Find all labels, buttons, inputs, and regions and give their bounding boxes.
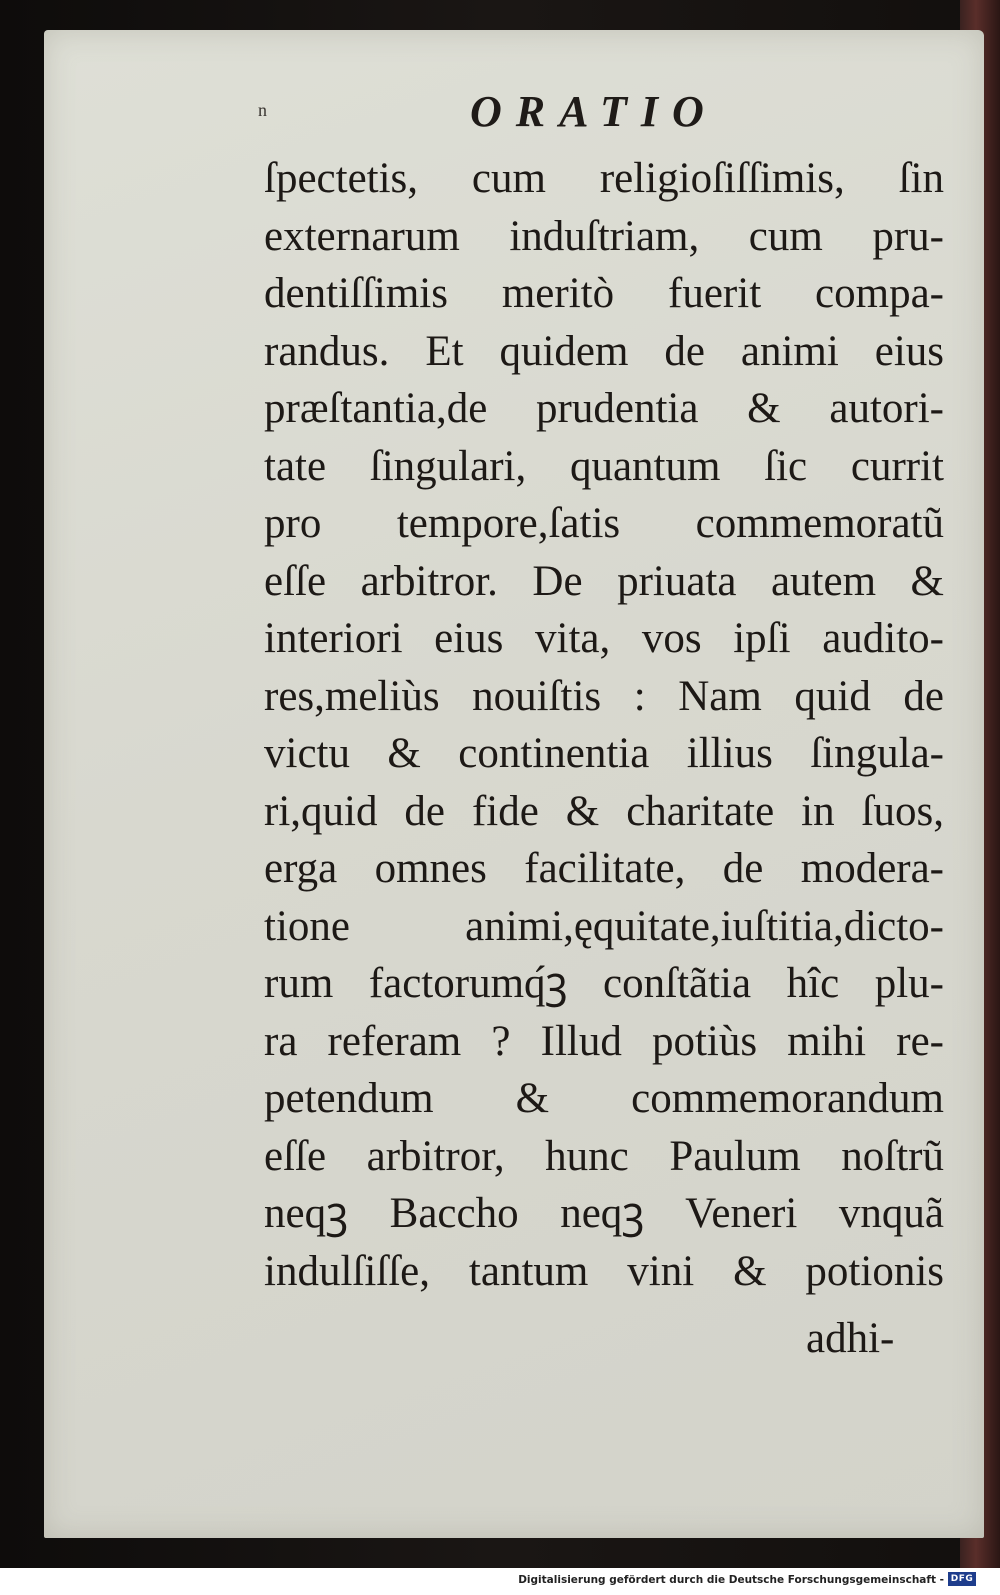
footer-credit: Digitalisierung gefördert durch die Deutsche Forschungsgemeinschaft - <box>518 1574 944 1586</box>
page-mark: n <box>258 100 267 120</box>
catchword: adhi- <box>806 1315 895 1362</box>
text-line: rum factorumq́ꝫ conſtãtia hîc plu- <box>264 960 944 1007</box>
dfg-logo: DFG <box>948 1572 976 1586</box>
text-line: randus. Et quidem de animi eius <box>264 327 944 375</box>
body-text <box>264 150 944 1300</box>
text-line: ri,quid de fide & charitate in ſuos, <box>264 787 944 835</box>
text-line: tate ſingulari, quantum ſic currit <box>264 442 944 490</box>
text-line: ra referam ? Illud potiùs mihi re- <box>264 1017 944 1065</box>
text-line: tione animi,ęquitate,iuſtitia,dicto- <box>264 902 944 950</box>
text-line: externarum induſtriam, cum pru- <box>264 212 944 260</box>
running-head: ORATIO <box>470 87 718 136</box>
text-line: erga omnes facilitate, de modera- <box>264 845 944 892</box>
text-line: petendum & commemorandum <box>264 1075 944 1122</box>
text-line: pro tempore,ſatis commemoratũ <box>264 500 944 547</box>
text-line: res,meliùs nouiſtis : Nam quid de <box>264 672 944 720</box>
text-line: eſſe arbitror, hunc Paulum noſtrũ <box>264 1132 944 1180</box>
text-line: neqꝫ Baccho neqꝫ Veneri vnquã <box>264 1190 944 1237</box>
text-line: indulſiſſe, tantum vini & potionis <box>264 1247 944 1295</box>
text-line: præſtantia,de prudentia & autori- <box>264 385 944 432</box>
text-line: ſpectetis, cum religioſiſſimis, ſin <box>264 155 944 202</box>
text-line: interiori eius vita, vos ipſi audito- <box>264 615 944 662</box>
text-line: victu & continentia illius ſingula- <box>264 730 944 777</box>
text-line: dentiſſimis meritò fuerit compa- <box>264 270 944 317</box>
text-line: eſſe arbitror. De priuata autem & <box>264 557 944 605</box>
